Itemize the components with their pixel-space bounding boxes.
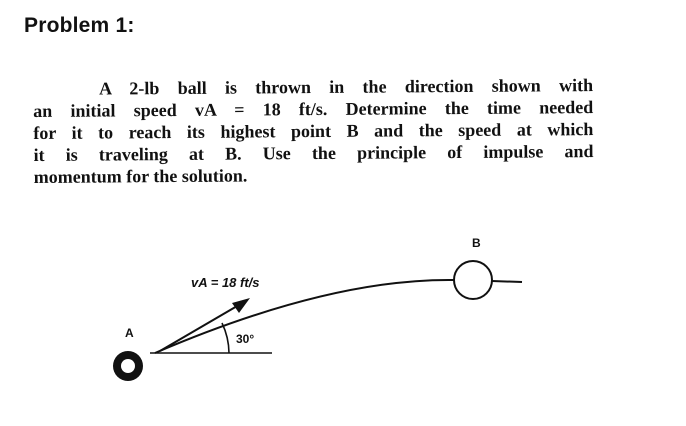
problem-heading: Problem 1: [24, 14, 135, 37]
statement-line: momentum for the solution. [33, 165, 248, 187]
angle-label: 30° [236, 332, 255, 346]
angle-arc [222, 323, 229, 353]
statement-line: it is traveling at B. Use the principle of impulse and [33, 141, 594, 165]
statement-line: for it to reach its highest point B and the speed at which [33, 119, 594, 143]
apex-tangent-line [492, 281, 522, 282]
ball-a [113, 351, 143, 381]
trajectory-path [155, 280, 455, 353]
statement-line: A 2-lb ball is thrown in the direction shown with [99, 75, 594, 99]
point-b-label: B [472, 236, 481, 250]
statement-line: an initial speed vA = 18 ft/s. Determine the time needed [33, 97, 594, 121]
point-a-label: A [125, 326, 134, 340]
ball-b [454, 261, 492, 299]
velocity-label: vA = 18 ft/s [191, 275, 260, 290]
